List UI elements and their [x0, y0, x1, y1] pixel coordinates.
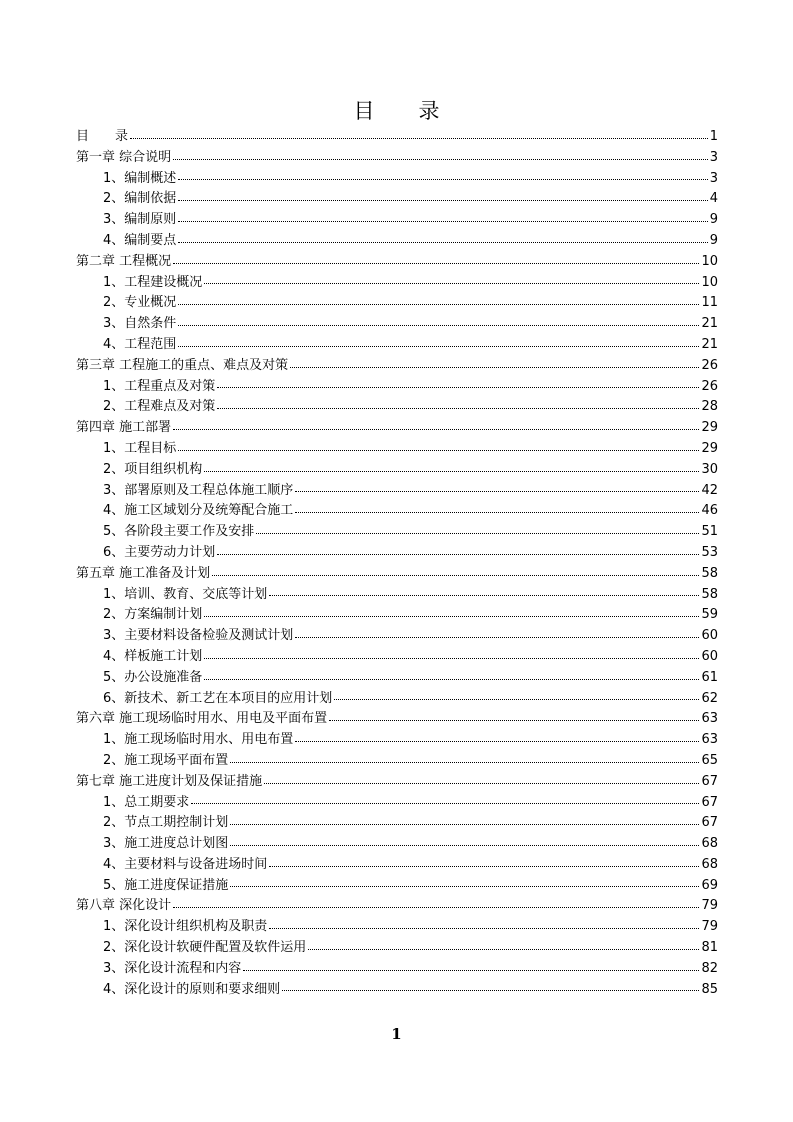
page-number: 1: [391, 1025, 402, 1043]
toc-entry-label: 6、主要劳动力计划: [103, 544, 216, 560]
toc-section-entry[interactable]: [76, 273, 718, 294]
toc-entry-page: 3: [709, 170, 718, 186]
toc-entry-page: 9: [709, 232, 718, 248]
toc-chapter-entry[interactable]: [76, 252, 718, 273]
toc-entry-label: 1、总工期要求: [103, 794, 190, 810]
toc-leader-dots: [178, 242, 707, 243]
toc-section-entry[interactable]: [76, 585, 718, 606]
toc-chapter-entry[interactable]: [76, 127, 718, 148]
toc-entry-page: 63: [701, 732, 718, 748]
toc-section-entry[interactable]: [76, 855, 718, 876]
toc-leader-dots: [178, 179, 707, 180]
toc-entry-page: 10: [701, 274, 718, 290]
toc-entry-page: 68: [701, 836, 718, 852]
toc-entry-label: 4、样板施工计划: [103, 648, 203, 664]
toc-leader-dots: [178, 221, 707, 222]
toc-section-entry[interactable]: [76, 397, 718, 418]
toc-entry-page: 68: [701, 856, 718, 872]
toc-entry-page: 82: [701, 960, 718, 976]
toc-entry-page: 60: [701, 628, 718, 644]
toc-section-entry[interactable]: [76, 834, 718, 855]
toc-section-entry[interactable]: [76, 293, 718, 314]
toc-section-entry[interactable]: [76, 210, 718, 231]
toc-entry-label: 4、编制要点: [103, 232, 177, 248]
toc-entry-label: 3、施工进度总计划图: [103, 836, 229, 852]
toc-chapter-entry[interactable]: [76, 564, 718, 585]
toc-entry-label: 2、工程难点及对策: [103, 399, 216, 415]
toc-entry-label: 2、编制依据: [103, 191, 177, 207]
toc-entry-label: 第三章 工程施工的重点、难点及对策: [76, 357, 289, 373]
toc-leader-dots: [178, 200, 707, 201]
toc-entry-page: 61: [701, 669, 718, 685]
toc-chapter-entry[interactable]: [76, 896, 718, 917]
toc-chapter-entry[interactable]: [76, 418, 718, 439]
toc-entry-label: 2、方案编制计划: [103, 607, 203, 623]
toc-entry-page: 60: [701, 648, 718, 664]
toc-leader-dots: [243, 970, 699, 971]
toc-section-entry[interactable]: [76, 813, 718, 834]
toc-entry-page: 79: [701, 898, 718, 914]
toc-leader-dots: [230, 886, 699, 887]
toc-entry-page: 65: [701, 752, 718, 768]
toc-leader-dots: [329, 720, 699, 721]
toc-entry-label: 2、项目组织机构: [103, 461, 203, 477]
toc-section-entry[interactable]: [76, 751, 718, 772]
toc-entry-label: 第六章 施工现场临时用水、用电及平面布置: [76, 711, 328, 727]
toc-leader-dots: [334, 699, 699, 700]
toc-entry-page: 26: [701, 357, 718, 373]
toc-section-entry[interactable]: [76, 668, 718, 689]
toc-section-entry[interactable]: [76, 335, 718, 356]
toc-leader-dots: [264, 783, 699, 784]
toc-entry-page: 10: [701, 253, 718, 269]
toc-section-entry[interactable]: [76, 501, 718, 522]
toc-entry-label: 第五章 施工准备及计划: [76, 565, 211, 581]
toc-title: [0, 97, 793, 125]
toc-entry-page: 81: [701, 940, 718, 956]
toc-leader-dots: [204, 471, 699, 472]
toc-leader-dots: [295, 512, 699, 513]
toc-title-right: 录: [418, 99, 440, 123]
toc-entry-label: 1、编制概述: [103, 170, 177, 186]
toc-entry-page: 67: [701, 794, 718, 810]
toc-section-entry[interactable]: [76, 522, 718, 543]
toc-entry-label: 目 录: [76, 129, 129, 144]
toc-leader-dots: [173, 907, 699, 908]
toc-leader-dots: [212, 575, 699, 576]
toc-entry-label: 4、施工区域划分及统筹配合施工: [103, 503, 294, 519]
toc-leader-dots: [308, 949, 699, 950]
toc-section-entry[interactable]: [76, 793, 718, 814]
toc-entry-page: 42: [701, 482, 718, 498]
toc-leader-dots: [217, 387, 699, 388]
toc-entry-page: 58: [701, 565, 718, 581]
toc-entry-label: 第八章 深化设计: [76, 898, 172, 914]
toc-section-entry[interactable]: [76, 543, 718, 564]
toc-section-entry[interactable]: [76, 938, 718, 959]
toc-entry-label: 4、深化设计的原则和要求细则: [103, 981, 281, 997]
toc-entry-page: 67: [701, 815, 718, 831]
toc-leader-dots: [204, 679, 699, 680]
toc-section-entry[interactable]: [76, 917, 718, 938]
toc-leader-dots: [130, 138, 708, 139]
toc-section-entry[interactable]: [76, 980, 718, 1001]
toc-leader-dots: [269, 866, 699, 867]
toc-entry-label: 1、深化设计组织机构及职责: [103, 919, 268, 935]
toc-leader-dots: [230, 824, 699, 825]
toc-leader-dots: [217, 554, 699, 555]
toc-section-entry[interactable]: [76, 689, 718, 710]
toc-leader-dots: [173, 263, 699, 264]
toc-leader-dots: [204, 616, 699, 617]
toc-leader-dots: [295, 637, 699, 638]
toc-entry-page: 58: [701, 586, 718, 602]
toc-entry-label: 2、施工现场平面布置: [103, 752, 229, 768]
toc-leader-dots: [178, 450, 699, 451]
toc-entry-label: 第七章 施工进度计划及保证措施: [76, 773, 263, 789]
toc-entry-page: 67: [701, 773, 718, 789]
toc-entry-page: 69: [701, 877, 718, 893]
toc-chapter-entry[interactable]: [76, 709, 718, 730]
toc-leader-dots: [256, 533, 699, 534]
toc-section-entry[interactable]: [76, 605, 718, 626]
toc-section-entry[interactable]: [76, 730, 718, 751]
toc-entry-label: 1、工程目标: [103, 440, 177, 456]
toc-entry-label: 4、工程范围: [103, 336, 177, 352]
toc-leader-dots: [191, 803, 699, 804]
toc-entry-page: 63: [701, 711, 718, 727]
toc-section-entry[interactable]: [76, 377, 718, 398]
toc-leader-dots: [230, 845, 699, 846]
toc-entry-page: 29: [701, 420, 718, 436]
toc-section-entry[interactable]: [76, 314, 718, 335]
toc-entry-page: 21: [701, 336, 718, 352]
toc-entry-page: 79: [701, 919, 718, 935]
toc-entry-page: 30: [701, 461, 718, 477]
toc-section-entry[interactable]: [76, 231, 718, 252]
toc-entry-page: 46: [701, 503, 718, 519]
toc-chapter-entry[interactable]: [76, 356, 718, 377]
toc-entry-page: 53: [701, 544, 718, 560]
toc-entry-label: 5、办公设施准备: [103, 669, 203, 685]
toc-entry-page: 1: [709, 129, 718, 144]
table-of-contents: [76, 127, 718, 1000]
toc-entry-page: 4: [709, 191, 718, 207]
toc-entry-label: 6、新技术、新工艺在本项目的应用计划: [103, 690, 333, 706]
toc-entry-label: 4、主要材料与设备进场时间: [103, 856, 268, 872]
toc-entry-page: 29: [701, 440, 718, 456]
toc-entry-label: 第二章 工程概况: [76, 253, 172, 269]
toc-leader-dots: [173, 159, 708, 160]
toc-entry-label: 1、培训、教育、交底等计划: [103, 586, 268, 602]
toc-leader-dots: [269, 928, 699, 929]
toc-entry-label: 3、部署原则及工程总体施工顺序: [103, 482, 294, 498]
toc-leader-dots: [173, 429, 699, 430]
toc-chapter-entry[interactable]: [76, 772, 718, 793]
toc-section-entry[interactable]: [76, 189, 718, 210]
toc-leader-dots: [178, 346, 699, 347]
toc-leader-dots: [282, 990, 699, 991]
toc-leader-dots: [204, 658, 699, 659]
toc-entry-page: 21: [701, 316, 718, 332]
toc-entry-label: 1、工程建设概况: [103, 274, 203, 290]
toc-leader-dots: [204, 283, 699, 284]
toc-section-entry[interactable]: [76, 169, 718, 190]
toc-entry-label: 第四章 施工部署: [76, 420, 172, 436]
toc-entry-page: 59: [701, 607, 718, 623]
toc-leader-dots: [295, 741, 699, 742]
toc-section-entry[interactable]: [76, 876, 718, 897]
toc-entry-label: 2、深化设计软硬件配置及软件运用: [103, 940, 307, 956]
toc-entry-label: 1、工程重点及对策: [103, 378, 216, 394]
toc-entry-page: 51: [701, 524, 718, 540]
toc-leader-dots: [230, 762, 699, 763]
toc-entry-label: 5、各阶段主要工作及安排: [103, 524, 255, 540]
toc-entry-label: 第一章 综合说明: [76, 149, 172, 165]
toc-chapter-entry[interactable]: [76, 148, 718, 169]
toc-entry-page: 62: [701, 690, 718, 706]
toc-entry-page: 26: [701, 378, 718, 394]
toc-section-entry[interactable]: [76, 439, 718, 460]
toc-section-entry[interactable]: [76, 626, 718, 647]
toc-section-entry[interactable]: [76, 647, 718, 668]
toc-leader-dots: [269, 595, 699, 596]
toc-entry-page: 3: [709, 149, 718, 165]
toc-leader-dots: [217, 408, 699, 409]
toc-leader-dots: [295, 491, 699, 492]
toc-section-entry[interactable]: [76, 959, 718, 980]
toc-entry-label: 1、施工现场临时用水、用电布置: [103, 732, 294, 748]
toc-leader-dots: [290, 367, 699, 368]
toc-leader-dots: [178, 325, 699, 326]
toc-entry-page: 28: [701, 399, 718, 415]
toc-entry-label: 3、深化设计流程和内容: [103, 960, 242, 976]
toc-section-entry[interactable]: [76, 460, 718, 481]
toc-entry-label: 2、专业概况: [103, 295, 177, 311]
toc-entry-label: 3、编制原则: [103, 212, 177, 228]
toc-entry-page: 11: [701, 295, 718, 311]
toc-entry-label: 3、主要材料设备检验及测试计划: [103, 628, 294, 644]
toc-entry-label: 3、自然条件: [103, 316, 177, 332]
toc-leader-dots: [178, 304, 699, 305]
toc-entry-label: 2、节点工期控制计划: [103, 815, 229, 831]
toc-entry-label: 5、施工进度保证措施: [103, 877, 229, 893]
toc-entry-page: 85: [701, 981, 718, 997]
toc-section-entry[interactable]: [76, 481, 718, 502]
toc-title-left: 目: [353, 99, 375, 123]
toc-entry-page: 9: [709, 212, 718, 228]
